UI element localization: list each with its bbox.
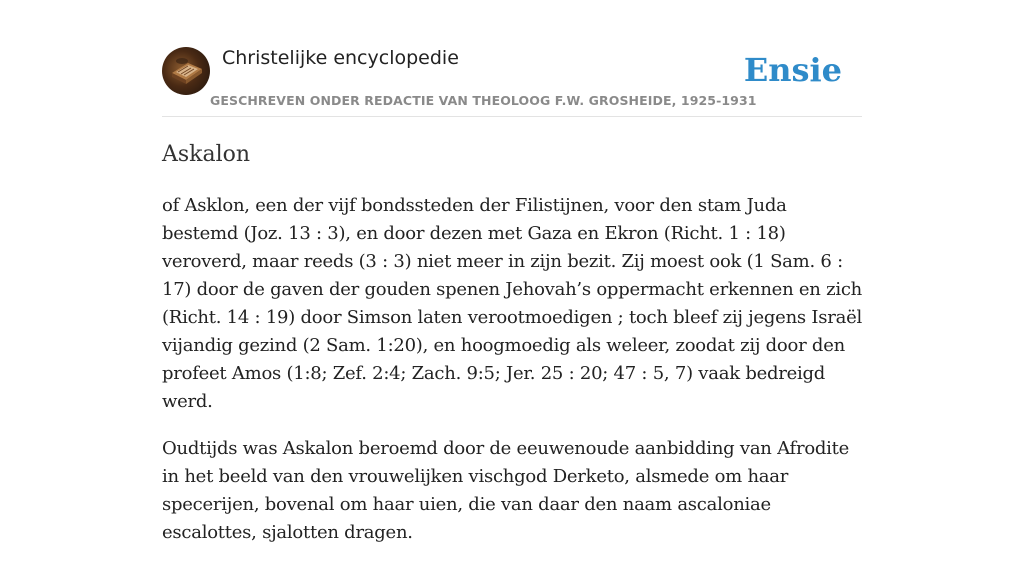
- article-title: Askalon: [162, 142, 251, 167]
- avatar-graphic: [162, 47, 210, 95]
- site-header: [162, 46, 862, 117]
- article-paragraph: of Asklon, een der vijf bondssteden der Filistijnen, voor den stam Juda bestemd (Joz. 13 : 3), en door dezen met Gaza en Ekron (Richt. 1 : 18) veroverd, maar reeds (3 : 3) niet meer in zijn bezit. Zij moest ook (1 Sam. 6 : 17) door de gaven der gouden spenen Jehovah’s oppermacht erkennen en zich (Richt. 14 : 19) door Simson laten verootmoedigen ; toch bleef zij jegens Israël vijandig gezind (2 Sam. 1:20), en hoogmoedig als weleer, zoodat zij door den profeet Amos (1:8; Zef. 2:4; Zach. 9:5; Jer. 25 : 20; 47 : 5, 7) vaak bedreigd werd.: [162, 195, 863, 412]
- ensie-logo[interactable]: Ensie: [743, 51, 842, 89]
- encyclopedia-title[interactable]: Christelijke encyclopedie: [222, 47, 459, 69]
- encyclopedia-subtitle: GESCHREVEN ONDER REDACTIE VAN THEOLOOG F.W. GROSHEIDE, 1925-1931: [210, 93, 757, 108]
- article-body: [162, 192, 866, 566]
- article-paragraph: Oudtijds was Askalon beroemd door de eeuwenoude aanbidding van Afrodite in het beeld van den vrouwelijken vischgod Derketo, alsmede om haar specerijen, bovenal om haar uien, die van daar den naam ascaloniae escalottes, sjalotten dragen.: [162, 438, 850, 543]
- book-photo-icon[interactable]: [162, 47, 210, 95]
